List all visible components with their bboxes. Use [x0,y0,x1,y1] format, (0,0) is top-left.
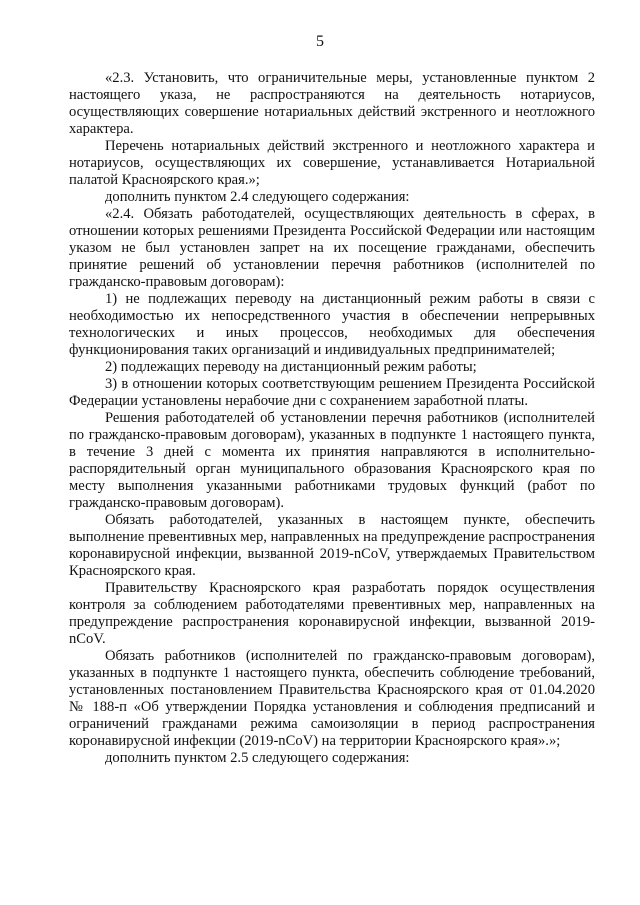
list-item-2: 2) подлежащих переводу на дистанционный режим работы; [105,359,477,375]
paragraph-notary-list: Перечень нотариальных действий экстренного и неотложного характера и нотариусов, осуществляющих их совершение, устанавливается Нотариальной палатой Красноярского края.»; [69,138,595,188]
paragraph-preventive-measures: Обязать работодателей, указанных в настоящем пункте, обеспечить выполнение превентивных мер, направленных на предупреждение распространения коронавирусной инфекции, вызванной 2019-nCoV, утверждаемых Правительством Красноярского края. [69,512,595,579]
list-item-1: 1) не подлежащих переводу на дистанционный режим работы в связи с необходимостью их непосредственного участия в обеспечении непрерывных технологических и иных процессов, необходимых для обеспечения функционирования таких организаций и индивидуальных предпринимателей; [69,291,595,358]
paragraph-add-2-4: дополнить пунктом 2.4 следующего содержания: [105,189,410,205]
page-number: 5 [316,33,324,50]
paragraph-employer-decisions: Решения работодателей об установлении перечня работников (исполнителей по гражданско-правовым договорам), указанных в подпункте 1 настоящего пункта, в течение 3 дней с момента их принятия направляются в исполнительно-распорядительный орган муниципального образования Красноярского края по месту выполнения указанными работниками трудовых функций (работ по гражданско-правовым договорам). [69,410,595,511]
paragraph-workers-compliance: Обязать работников (исполнителей по гражданско-правовым договорам), указанных в подпункте 1 настоящего пункта, обеспечить соблюдение требований, установленных постановлением Правительства Красноярского края от 01.04.2020 № 188-п «Об утверждении Порядка установления и соблюдения предписаний и ограничений гражданами режима самоизоляции в период распространения коронавирусной инфекции (2019-nCoV) на территории Красноярского края».»; [69,648,595,749]
list-item-3: 3) в отношении которых соответствующим решением Президента Российской Федерации установлены нерабочие дни с сохранением заработной платы. [69,376,595,409]
paragraph-2-3: «2.3. Установить, что ограничительные меры, установленные пунктом 2 настоящего указа, не распространяются на деятельность нотариусов, осуществляющих совершение нотариальных действий экстренного и неотложного характера. [69,70,595,137]
document-body [69,70,595,767]
paragraph-add-2-5: дополнить пунктом 2.5 следующего содержания: [105,750,410,766]
paragraph-government-control: Правительству Красноярского края разработать порядок осуществления контроля за соблюдением работодателями превентивных мер, направленных на предупреждение распространения коронавирусной инфекции, вызванной 2019-nCoV. [69,580,595,647]
paragraph-2-4: «2.4. Обязать работодателей, осуществляющих деятельность в сферах, в отношении которых решениями Президента Российской Федерации или настоящим указом не был установлен запрет на их посещение гражданами, обеспечить принятие решений об установлении перечня работников (исполнителей по гражданско-правовым договорам): [69,206,595,290]
